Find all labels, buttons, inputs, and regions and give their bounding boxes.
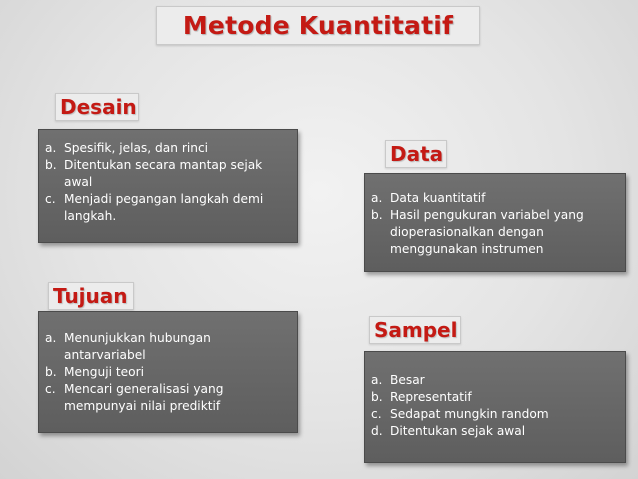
list-item-text: Data kuantitatif	[390, 191, 486, 205]
list-item-text: Menjadi pegangan langkah demi langkah.	[64, 192, 264, 223]
desain-heading: Desain	[60, 95, 137, 119]
list-item	[371, 207, 617, 258]
list-item	[371, 423, 617, 440]
list-marker: c.	[45, 382, 56, 396]
list-item-text: Representatif	[390, 390, 472, 404]
data-list	[371, 190, 617, 258]
list-marker: d.	[371, 424, 383, 438]
list-item-text: Hasil pengukuran variabel yang dioperasionalkan dengan menggunakan instrumen	[390, 208, 584, 256]
list-item	[45, 330, 289, 364]
slide-title-box	[156, 6, 480, 45]
list-marker: a.	[371, 191, 383, 205]
list-item-text: Menguji teori	[64, 365, 144, 379]
data-panel	[364, 173, 626, 272]
list-marker: c.	[371, 407, 382, 421]
list-item-text: Spesifik, jelas, dan rinci	[64, 141, 209, 155]
list-marker: b.	[371, 390, 383, 404]
list-item	[45, 381, 289, 415]
list-marker: a.	[45, 141, 57, 155]
list-item	[371, 372, 617, 389]
data-heading-box	[385, 140, 447, 168]
list-marker: b.	[45, 365, 57, 379]
list-item-text: Sedapat mungkin random	[390, 407, 549, 421]
list-item-text: Ditentukan sejak awal	[390, 424, 526, 438]
list-item-text: Menunjukkan hubungan antarvariabel	[64, 331, 211, 362]
list-item	[371, 190, 617, 207]
desain-list	[45, 140, 289, 225]
data-heading: Data	[390, 142, 444, 166]
desain-heading-box	[55, 93, 139, 121]
list-item	[45, 157, 289, 191]
sampel-heading-box	[369, 316, 461, 344]
sampel-panel	[364, 351, 626, 463]
sampel-list	[371, 372, 617, 440]
list-marker: c.	[45, 192, 56, 206]
list-item-text: Ditentukan secara mantap sejak awal	[64, 158, 263, 189]
list-marker: b.	[45, 158, 57, 172]
list-marker: a.	[45, 331, 57, 345]
list-item	[371, 389, 617, 406]
list-marker: a.	[371, 373, 383, 387]
desain-panel	[38, 129, 298, 243]
tujuan-panel	[38, 311, 298, 433]
tujuan-heading-box	[48, 282, 134, 310]
list-item	[45, 364, 289, 381]
list-item	[45, 140, 289, 157]
sampel-heading: Sampel	[374, 318, 458, 342]
tujuan-list	[45, 330, 289, 415]
list-item-text: Besar	[390, 373, 425, 387]
list-item	[45, 191, 289, 225]
list-item	[371, 406, 617, 423]
list-item-text: Mencari generalisasi yang mempunyai nilai prediktif	[64, 382, 224, 413]
slide-title: Metode Kuantitatif	[182, 11, 454, 40]
tujuan-heading: Tujuan	[53, 284, 128, 308]
list-marker: b.	[371, 208, 383, 222]
